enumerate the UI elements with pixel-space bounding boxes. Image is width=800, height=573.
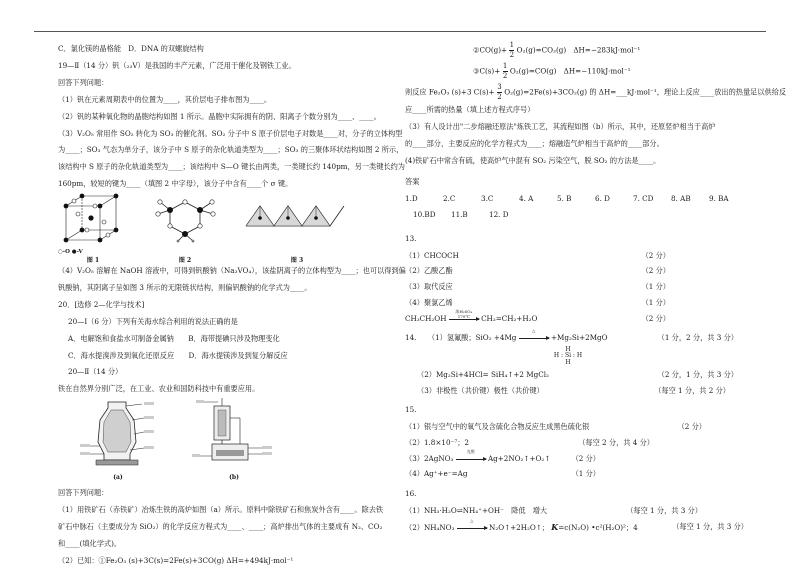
answer-text [405, 328, 608, 343]
score: （2 分，1 分，共 3 分） [657, 369, 738, 379]
product: +Mg₂Si+2MgO [551, 333, 608, 343]
denominator: 2 [497, 93, 502, 101]
answer-row-1 [405, 194, 750, 204]
answer-line [405, 506, 750, 516]
question-part: （2）已知：①Fe₂O₃ (s)+3C(s)=2Fe(s)+3CO(g) ΔH=+494kJ·mol⁻¹ [58, 555, 294, 565]
answer-text: （3）取代反应 [405, 282, 453, 292]
answer-item: 6. D [595, 194, 610, 204]
answer-text [405, 448, 551, 464]
structure-atom: H [565, 346, 571, 353]
product: Ag+2NO₂↑+O₂↑ [487, 453, 551, 463]
answer-text: （2）乙酸乙酯 [405, 266, 453, 276]
question-part: 160pm，较短的键为____（填图 2 中字母），该分子中含有____个 σ 键。 [58, 179, 293, 189]
reaction-condition: △ [470, 517, 474, 523]
question-20-2: 20—Ⅱ（14 分） [68, 367, 123, 377]
answer-text: （3）非极性（共价键）极性（共价键） [417, 385, 544, 395]
equation-3 [473, 63, 750, 80]
question-part: （4）V₂O₅ 溶解在 NaOH 溶液中，可得到钒酸钠（Na₃VO₄），该盐阴离子的立体构型为____；也可以得到偏 [58, 265, 406, 275]
answer-text [405, 517, 638, 533]
score: （每空 1 分，共 2 分） [654, 385, 730, 395]
answer-line [405, 298, 750, 308]
figure-b-caption: (b) [229, 473, 239, 481]
score: （1 分） [571, 469, 600, 479]
question-part: 该结构中 S 原子的杂化轨道类型为____；该结构中 S—O 键长由两类，一类键长约 140pm，另一类键长约为 [58, 162, 405, 172]
reaction-arrow [456, 448, 486, 463]
question-20-title: 20．[选修 2—化学与技术] [58, 299, 145, 309]
reaction-arrow [457, 517, 487, 532]
answer-item: 3.C [481, 194, 494, 204]
answer-line [405, 469, 750, 479]
question-part: （2）钒的某种氧化物的晶胞结构如图 1 所示。晶胞中实际拥有的阴、阳离子个数分别为____、____。 [58, 111, 381, 121]
answer-item: 7. CD [633, 194, 654, 204]
figure-1-legend: ○-O ●-V [58, 248, 83, 255]
numerator: 1 [509, 41, 515, 49]
reaction-condition: △ [532, 328, 536, 334]
text-line: 回答下列问题： [58, 77, 109, 87]
answer-text: （1）银与空气中的氧气及含硫化合物反应生成黑色硫化银 [405, 422, 590, 432]
reaction-condition: 光照 [466, 448, 475, 454]
question-15-label: 15. [405, 405, 417, 415]
figure-3-caption: 图 3 [290, 256, 304, 264]
equilibrium-expression: =c(N₂O) •c²(H₂O)²；4 [558, 522, 638, 532]
reactant: CH₃CH₂OH [405, 313, 447, 323]
figure-1-crystal-cell [58, 192, 128, 264]
answer-line [417, 386, 750, 396]
blast-furnace-diagram [78, 398, 158, 472]
figure-3-chain [242, 192, 352, 264]
answer-item: 4. A [519, 194, 534, 204]
numerator: 3 [497, 83, 502, 91]
answer-line [405, 266, 750, 276]
figure-a-caption: (a) [113, 473, 123, 481]
figure-2-caption: 图 2 [178, 256, 192, 264]
right-column [405, 41, 787, 539]
two-step-furnace-figure [192, 398, 276, 480]
product: N₂O↑+2H₂O↑； [489, 522, 549, 532]
score: （每空 1 分，共 3 分） [626, 506, 702, 516]
choice-line: C．海水提溴涉及到氧化还原反应 D．海水提镁涉及到复分解反应 [68, 350, 288, 360]
score: （1 分） [641, 297, 670, 307]
answer-item: 5. B [557, 194, 572, 204]
question-16-label: 16. [405, 489, 417, 499]
answer-line [405, 422, 750, 432]
question-part: 和____(填化学式)。 [58, 538, 122, 548]
two-step-furnace-diagram [192, 398, 276, 472]
denominator: 2 [502, 72, 508, 80]
structure-atom: H : Si : H [553, 352, 583, 360]
score: （1 分） [641, 282, 670, 292]
question-13-label: 13. [405, 233, 417, 243]
score: （2 分） [641, 266, 670, 276]
text-line: 铁在自然界分别广泛，在工业、农业和国防科技中有重要应用。 [58, 384, 260, 394]
answer-line [405, 282, 750, 292]
question-part: 钒酸钠，其阴离子呈如图 3 所示的无限链状结构，则偏钒酸钠的化学式为____。 [58, 282, 312, 292]
reaction-arrow [519, 328, 549, 342]
text-line: 回答下列问题： [58, 488, 109, 498]
fraction [497, 84, 502, 101]
fraction [503, 63, 508, 80]
answer-text: （1）CHCOCH [405, 250, 459, 260]
structure-atom: H [565, 358, 571, 366]
denominator: 2 [509, 51, 515, 59]
answer-line [417, 370, 750, 380]
reactant: （2）NH₄NO₃ [405, 522, 455, 532]
silane-structure [553, 347, 583, 366]
score: （1 分，2 分，共 3 分） [657, 333, 738, 343]
answer-title: 答案 [405, 177, 420, 187]
question-19-2-title: 19—Ⅱ（14 分）钒（₂₃V）是我国的丰产元素，广泛用于催化及钢铁工业。 [58, 60, 296, 70]
equation-text: O₂(g)=CO₂(g) ΔH=−283kJ·mol⁻¹ [516, 45, 641, 55]
equation-text: O₂(g)=2Fe(s)+3CO₂(g) 的 ΔH=___kJ·mol⁻¹，理论上反应____放出的热量足以供给反 [504, 87, 787, 97]
equation-text: ②CO(g)+ [473, 45, 508, 55]
answer-line [405, 308, 750, 324]
answer-item: 1.D [405, 194, 418, 204]
question-part: (4)铁矿石中常含有硫，使高炉气中混有 SO₂ 污染空气，脱 SO₂ 的方法是____。 [405, 155, 661, 165]
reaction-arrow [449, 308, 479, 323]
reactant: （1）氢氟酸；SiO₂ +4Mg [427, 333, 517, 343]
score: （2 分） [571, 453, 600, 463]
answer-item: 2.C [443, 194, 456, 204]
choice-line: A．电解饱和食盐水可制备金属钠 B．海带提碘只涉及物理变化 [68, 333, 280, 343]
question-part: （1）钒在元素周期表中的位置为____，其价层电子排布图为____。 [58, 94, 272, 104]
answer-row-2 [413, 210, 750, 220]
product: CH₂=CH₂+H₂O [481, 313, 538, 323]
question-part: 应____所需的热量（填上述方程式序号） [405, 105, 535, 114]
score: （每空 1 分，共 3 分） [672, 521, 748, 531]
metavanadate-chain-diagram [242, 192, 352, 242]
answer-item: 11.B [451, 210, 468, 220]
equation-text: O₂(g)=CO(g) ΔH=−110kJ·mol⁻¹ [509, 66, 631, 76]
furnace-figures [78, 398, 388, 480]
score: （2 分） [641, 250, 670, 260]
question-part: 为____；SO₃ 气态为单分子，该分子中 S 原子的杂化轨道类型为____；SO₃ 的三聚体环状结构如图 2 所示， [58, 145, 404, 155]
answer-line [405, 448, 750, 464]
structure-figures [58, 192, 388, 264]
question-part: （3）V₂O₅ 常用作 SO₂ 转化为 SO₃ 的催化剂。SO₂ 分子中 S 原子价层电子对数是____对，分子的立体构型 [58, 128, 403, 138]
score: （每空 2 分，共 4 分） [578, 437, 654, 447]
question-part: 的____部分，主要反应的化学方程式为____；熔融造气炉相当于高炉的____部分。 [405, 138, 664, 148]
reaction-condition: 浓H₂SO₄ 170℃ [455, 308, 473, 319]
question-part: 矿石中脉石（主要成分为 SiO₂）的化学反应方程式为____、____；高炉排出气体的主要成有 N₂、CO₂ [58, 521, 383, 531]
crystal-cell-diagram [58, 192, 128, 246]
equation-text: ③C(s)+ [473, 66, 501, 76]
answer-text: （1）NH₃·H₂O⇌NH₄⁺+OH⁻ 降低 增大 [405, 506, 548, 516]
answer-line [405, 328, 750, 343]
answer-item: 12. D [489, 210, 509, 220]
equation-text: 则反应 Fe₂O₃ (s)+3 C(s)+ [405, 87, 495, 97]
numerator: 1 [502, 62, 508, 70]
answer-text: （4）聚氯乙烯 [405, 297, 453, 307]
fraction [509, 42, 514, 59]
answer-text [405, 308, 538, 324]
score: （2 分） [641, 313, 670, 323]
equation-2 [473, 42, 750, 59]
question-20-1: 20—Ⅰ（6 分）下列有关海水综合利用的说法正确的是 [68, 316, 238, 326]
header-rule [34, 31, 766, 32]
so3-trimer-diagram [150, 192, 220, 242]
left-column [58, 44, 406, 573]
answer-item: 9. BA [709, 194, 729, 204]
answer-text: （2）Mg₂Si+4HCl= SiH₄↑+2 MgCl₂ [417, 369, 549, 379]
figure-2-trimer [150, 192, 220, 264]
answer-text: （4）Ag⁺+e⁻=Ag [405, 469, 468, 479]
answer-text: （2）1.8×10⁻⁷；2 [405, 437, 469, 447]
answer-line [405, 438, 750, 448]
answer-item: 8. AB [671, 194, 691, 204]
answer-item: 10.BD [413, 210, 436, 220]
question-part: （1）用铁矿石（赤铁矿）冶炼生铁的高炉如图（a）所示。原料中除铁矿石和焦炭外含有____。除去铁 [58, 504, 384, 514]
score: （2 分） [677, 422, 706, 432]
figure-1-caption: 图 1 [86, 256, 100, 264]
answer-line [405, 517, 750, 533]
text-line: C．氯化镁的晶格能 D．DNA 的双螺旋结构 [58, 44, 204, 53]
blast-furnace-figure [78, 398, 158, 480]
question-14-label: 14. [405, 333, 417, 343]
equilibrium-constant-symbol: K [551, 521, 559, 532]
question-part [405, 83, 787, 101]
answer-line [405, 251, 750, 261]
question-part: （3）有人设计出"二步熔融还原法"炼铁工艺，其流程如图（b）所示，其中，还原竖炉相当于高炉 [405, 121, 716, 131]
reactant: （3）2AgNO₃ [405, 453, 454, 463]
